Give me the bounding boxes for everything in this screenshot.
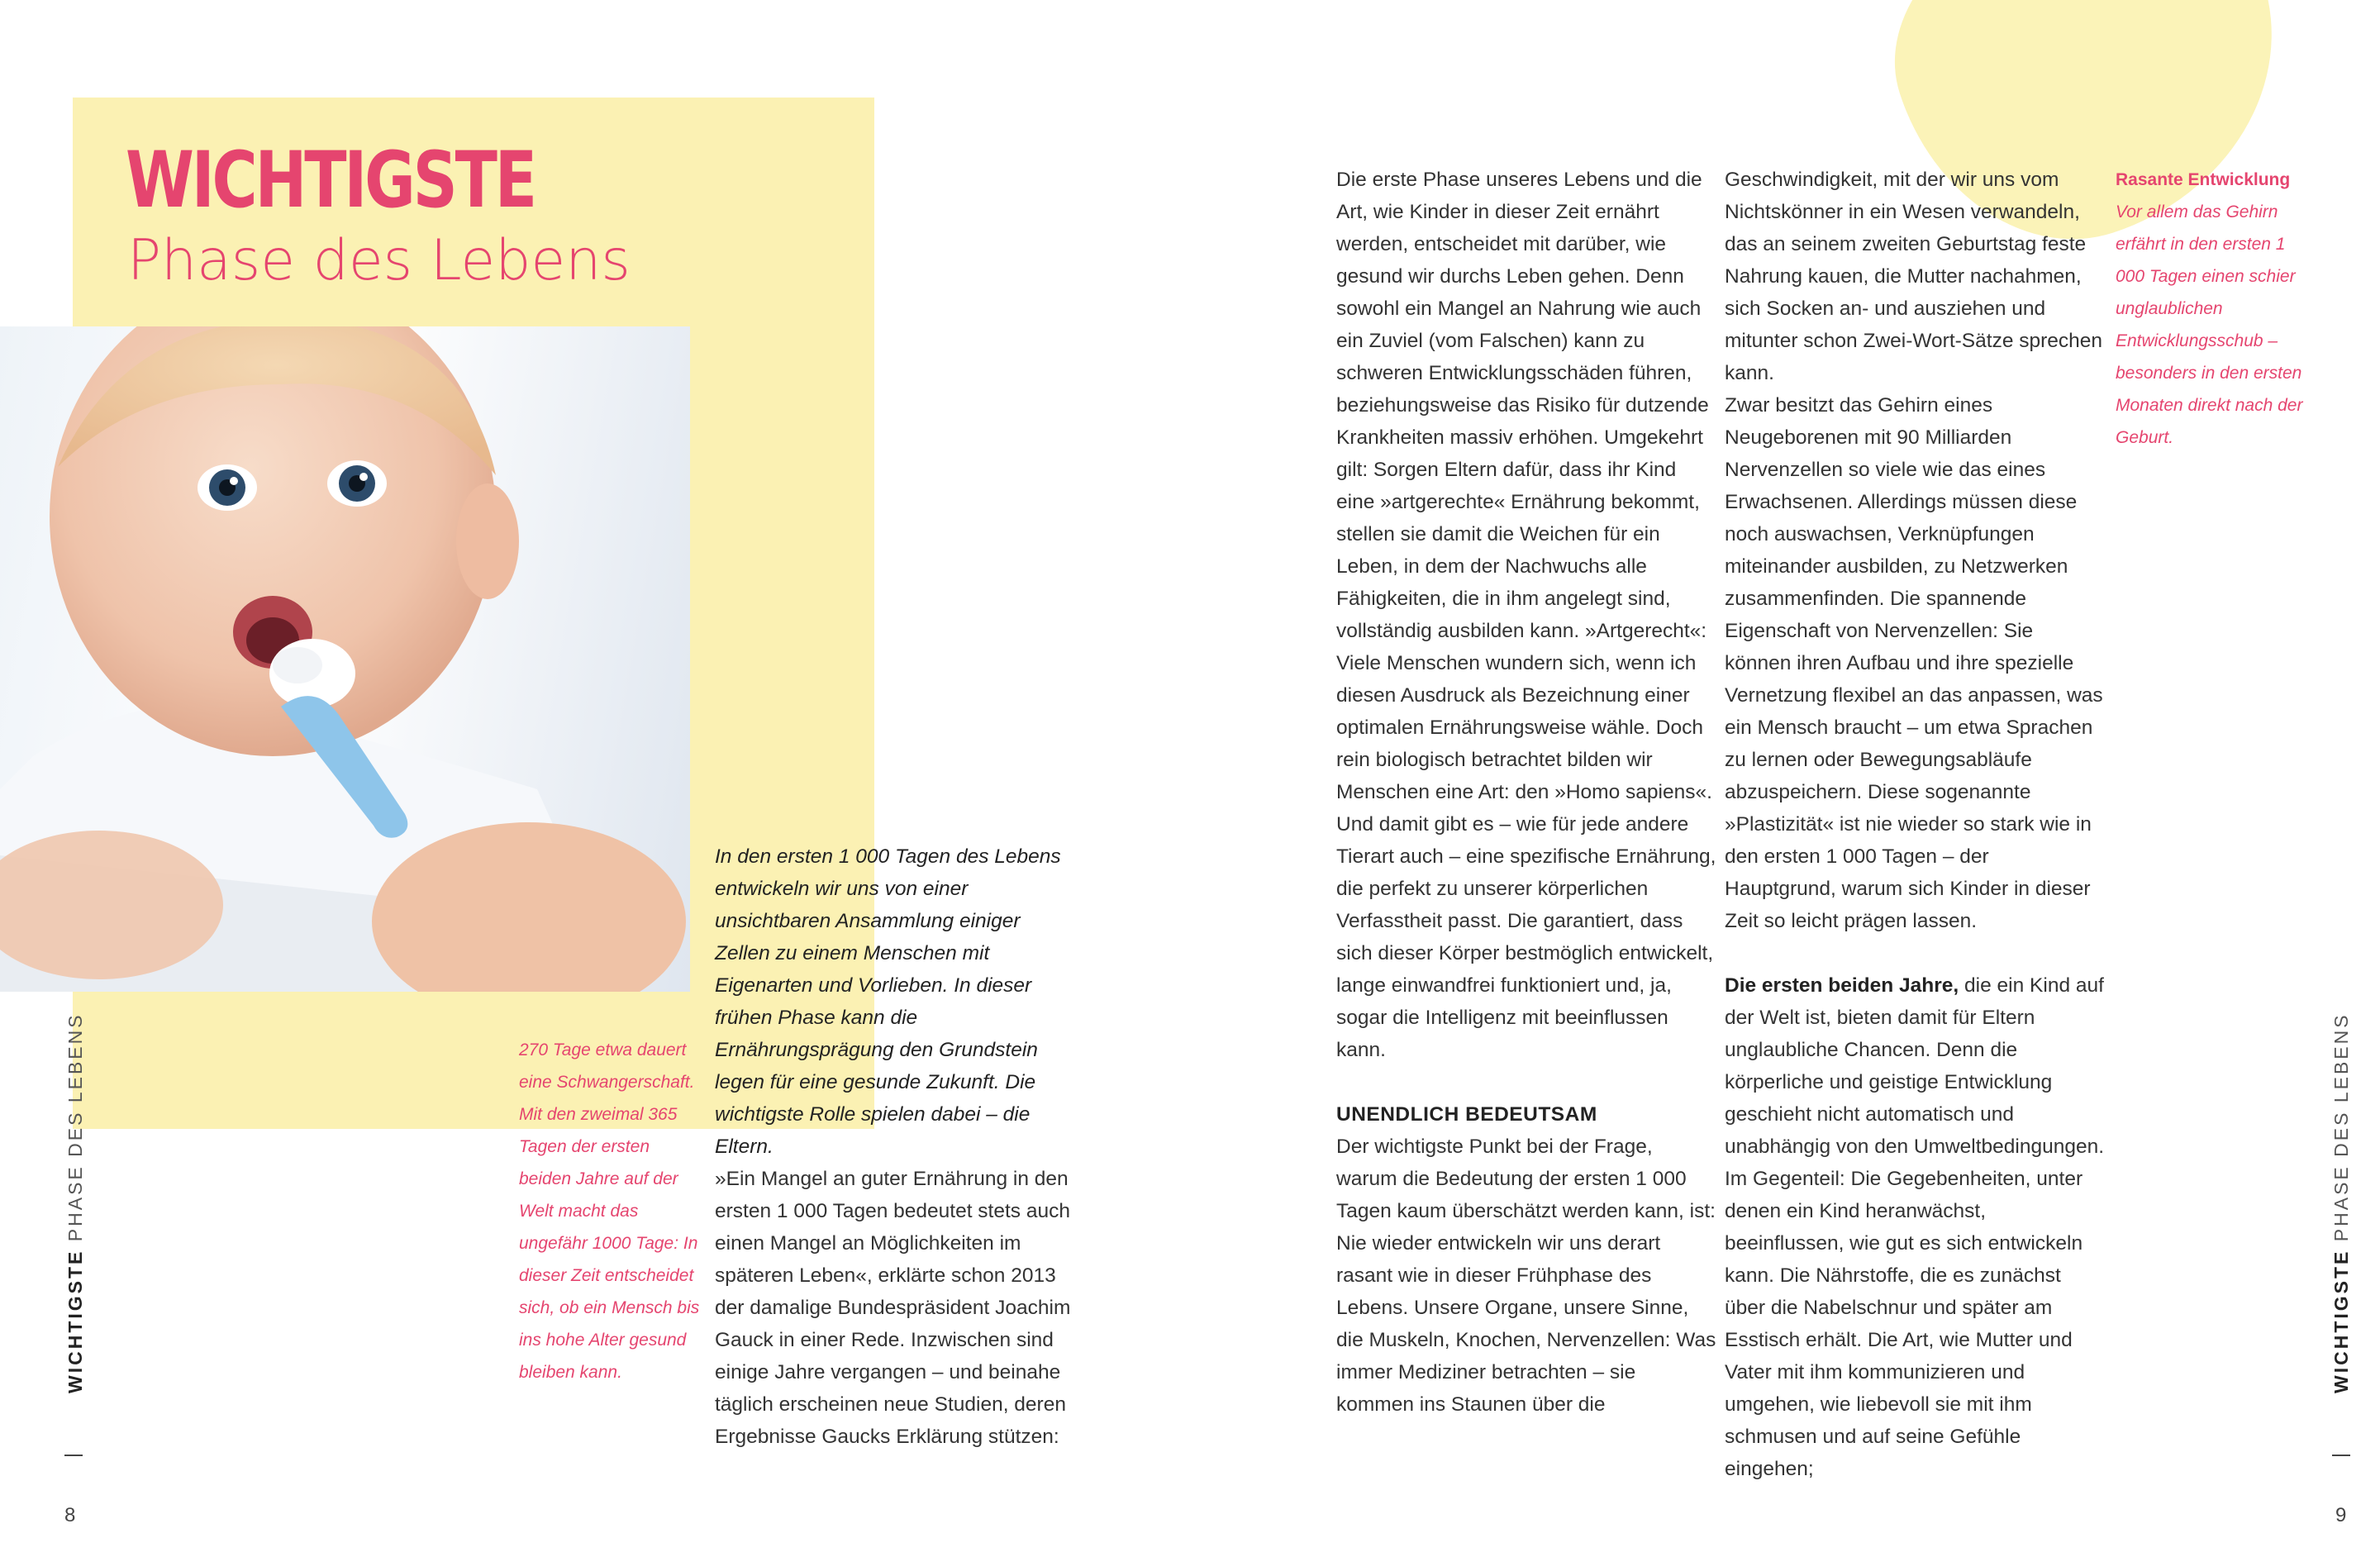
running-head-light: PHASE DES LEBENS <box>64 1012 86 1250</box>
body-paragraph: Der wichtigste Punkt bei der Frage, warum die Bedeutung der ersten 1 000 Tagen kaum überschätzt werden kann, ist: Nie wieder entwickeln wir uns derart rasant wie in dieser Frühphase des Lebens. Unsere Organe, unsere Sinne, die Muskeln, Knochen, Nervenzellen: Was immer Mediziner betrachten – sie kommen ins Staunen über die <box>1336 1136 1716 1416</box>
folio-divider <box>2332 1455 2350 1456</box>
side-note <box>2116 164 2314 454</box>
text-column-2 <box>1725 164 2105 1485</box>
intro-text: In den ersten 1 000 Tagen des Lebens entwickeln wir uns von einer unsichtbaren Ansammlung einiger Zellen zu einem Menschen mit Eigenarten und Vorlieben. In dieser frühen Phase kann die Ernährungsprägung den Grundstein legen für eine gesunde Zukunft. Die wichtigste Rolle spielen dabei – die Eltern. <box>715 845 1061 1158</box>
photo-caption: 270 Tage etwa dauert eine Schwangerschaft. Mit den zweimal 365 Tagen der ersten beiden Jahre auf der Welt macht das ungefähr 1000 Tage: In dieser Zeit entscheidet sich, ob ein Mensch bis ins hohe Alter gesund bleiben kann. <box>519 1040 700 1382</box>
paragraph-lead: Die ersten beiden Jahre, <box>1725 974 1959 997</box>
quote-paragraph: »Ein Mangel an guter Ernährung in den ersten 1 000 Tagen bedeutet stets auch einen Mangel an Möglichkeiten im späteren Leben«, erklärte schon 2013 der damalige Bundespräsident Joachim Gauck in einer Rede. Inzwischen sind einige Jahre vergangen – und beinahe täglich erscheinen neue Studien, deren Ergebnisse Gaucks Erklärung stützen: <box>715 1168 1071 1448</box>
page-number-left: 8 <box>64 1504 76 1526</box>
body-paragraph: Geschwindigkeit, mit der wir uns vom Nichtskönner in ein Wesen verwandeln, das an seinem zweiten Geburtstag feste Nahrung kauen, die Mutter nachahmen, sich Socken an- und ausziehen und mitunter schon Zwei-Wort-Sätze sprechen kann. <box>1725 169 2103 384</box>
text-column-1 <box>1336 164 1716 1421</box>
chapter-title: WICHTIGSTE <box>126 136 535 226</box>
side-note-title: Rasante Entwicklung <box>2116 170 2291 189</box>
running-head-left <box>64 1012 87 1393</box>
folio-divider <box>64 1455 83 1456</box>
running-head-right <box>2330 1012 2353 1393</box>
body-paragraph: Zwar besitzt das Gehirn eines Neugeborenen mit 90 Milliarden Nervenzellen so viele wie das eines Erwachsenen. Allerdings müssen diese noch auswachsen, Verknüpfungen miteinander ausbilden, zu Netzwerken zusammenfinden. Die spannende Eigenschaft von Nervenzellen: Sie können ihren Aufbau und ihre spezielle Vernetzung flexibel an das anpassen, was ein Mensch braucht – um etwa Sprachen zu lernen oder Bewegungsabläufe abzuspeichern. Diese sogenannte »Plastizität« ist nie wieder so stark wie in den ersten 1 000 Tagen – der Hauptgrund, warum sich Kinder in dieser Zeit so leicht prägen lassen. <box>1725 394 2103 932</box>
page-number-right: 9 <box>2335 1504 2347 1526</box>
body-paragraph <box>1725 969 2105 1485</box>
running-head-light: PHASE DES LEBENS <box>2330 1012 2352 1250</box>
running-head-bold: WICHTIGSTE <box>2330 1249 2352 1393</box>
section-subheading: UNENDLICH BEDEUTSAM <box>1336 1103 1597 1126</box>
chapter-subtitle: Phase des Lebens <box>127 228 631 293</box>
body-paragraph: Die erste Phase unseres Lebens und die Art, wie Kinder in dieser Zeit ernährt werden, entscheidet mit darüber, wie gesund wir durchs Leben gehen. Denn sowohl ein Mangel an Nahrung wie auch ein Zuviel (vom Falschen) kann zu schweren Entwicklungsschäden führen, beziehungsweise das Risiko für dutzende Krankheiten massiv erhöhen. Umgekehrt gilt: Sorgen Eltern dafür, dass ihr Kind eine »artgerechte« Ernährung bekommt, stellen sie damit die Weichen für ein Leben, in dem der Nachwuchs alle Fähigkeiten, die in ihm angelegt sind, vollständig ausbilden kann. »Artgerecht«: Viele Menschen wundern sich, wenn ich diesen Ausdruck als Bezeichnung einer optimalen Ernährungsweise wähle. Doch rein biologisch betrachtet bilden wir Menschen eine Art: den »Homo sapiens«. Und damit gibt es – wie für jede andere Tierart auch – eine spezifische Ernährung, die perfekt zu unserer körperlichen Verfasstheit passt. Die garantiert, dass sich dieser Körper bestmöglich entwickelt, lange einwandfrei funktioniert und, ja, sogar die Intelligenz mit beeinflussen kann. <box>1336 169 1716 1061</box>
running-head-bold: WICHTIGSTE <box>64 1249 86 1393</box>
baby-eating-photo <box>0 326 690 992</box>
side-note-body: Vor allem das Gehirn erfährt in den ersten 1 000 Tagen einen schier unglaublichen Entwicklungsschub – besonders in den ersten Monaten direkt nach der Geburt. <box>2116 202 2303 447</box>
paragraph-text: die ein Kind auf der Welt ist, bieten damit für Eltern unglaubliche Chancen. Denn die körperliche und geistige Entwicklung geschieht nicht automatisch und unabhängig von den Umweltbedingungen. Im Gegenteil: Die Gegebenheiten, unter denen ein Kind heranwächst, beeinflussen, wie gut es sich entwickeln kann. Die Nährstoffe, die es zunächst über die Nabelschnur und später am Esstisch erhält. Die Art, wie Mutter und Vater mit ihm kommunizieren und umgehen, wie liebevoll sie mit ihm schmusen und auf seine Gefühle eingehen; <box>1725 974 2105 1480</box>
